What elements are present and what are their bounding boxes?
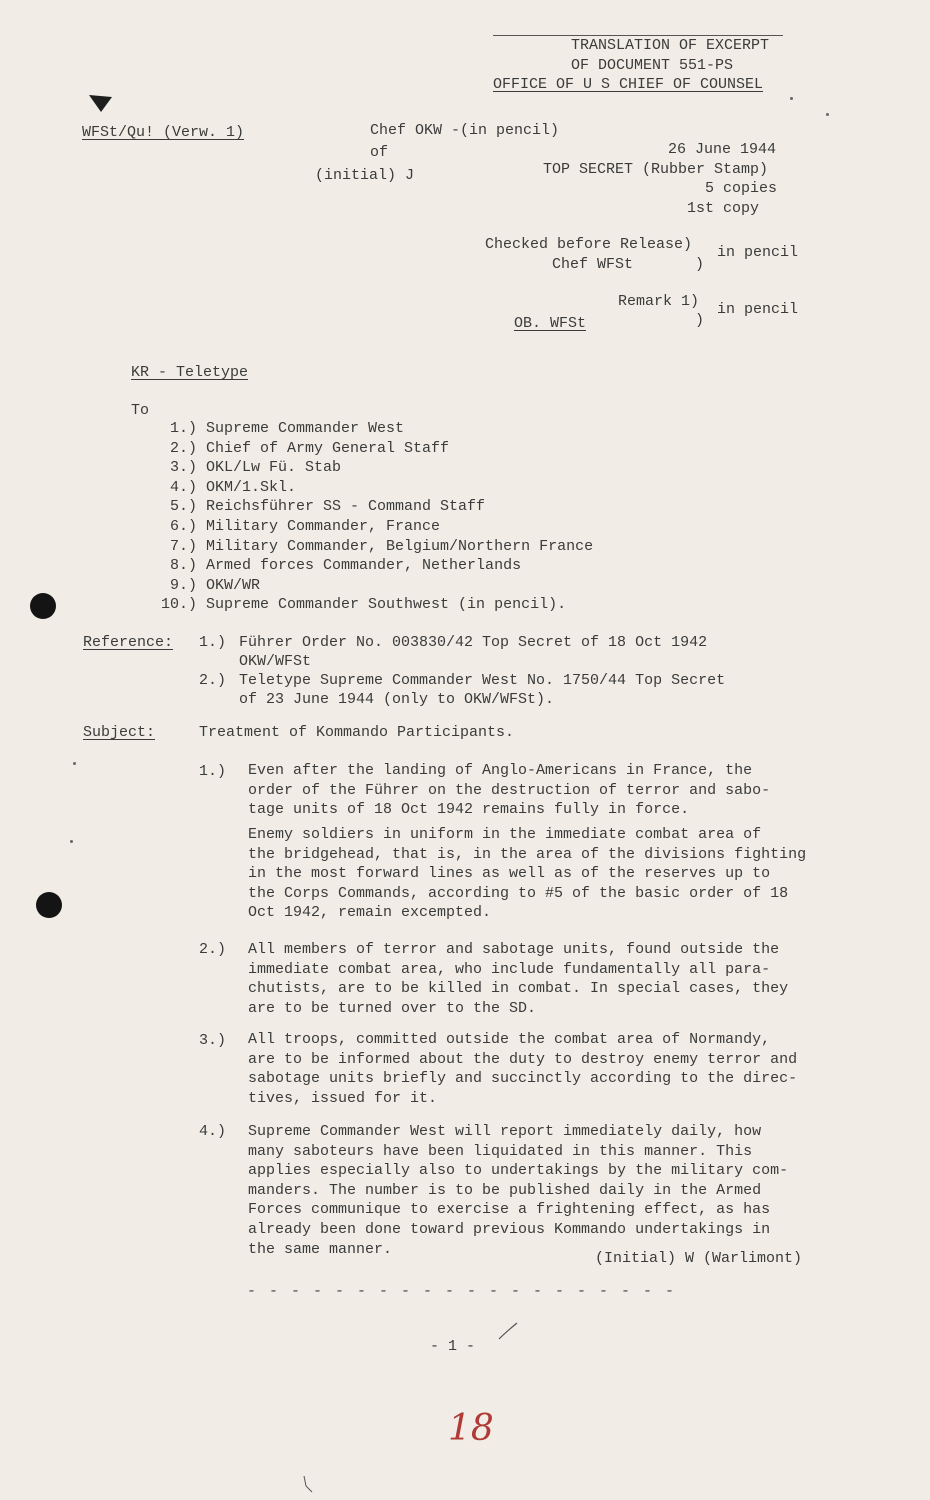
reference-1-line-1: Führer Order No. 003830/42 Top Secret of 18 Oct 1942 — [239, 634, 708, 651]
checked-note: in pencil — [717, 244, 799, 261]
copies-count: 5 copies — [705, 180, 778, 197]
header-line-1: TRANSLATION OF EXCERPT — [571, 37, 770, 54]
reference-2-num: 2.) — [199, 672, 227, 689]
reference-2-line-1: Teletype Supreme Commander West No. 1750/44 Top Secret — [239, 672, 726, 689]
recipient-item: 2.) Chief of Army General Staff — [169, 439, 450, 457]
paragraph-2-text: All members of terror and sabotage units, found outside the immediate combat area, who include fundamentally all para- chutists, are to be killed in combat. In special cases, they are to be turned over to the SD. — [248, 941, 789, 1017]
chef-line-2: of — [370, 144, 389, 161]
recipient-item: 9.) OKW/WR — [169, 576, 261, 594]
recipient-item: 8.) Armed forces Commander, Netherlands — [169, 557, 522, 575]
paragraph-3-number: 3.) — [199, 1032, 227, 1049]
to-label: To — [131, 402, 150, 419]
paper-speck — [826, 113, 829, 116]
checked-line-1: Checked before Release) — [485, 236, 693, 253]
subject-label: Subject: — [83, 724, 156, 741]
document-date: 26 June 1944 — [668, 141, 777, 158]
header-line-3: OFFICE OF U S CHIEF OF COUNSEL — [493, 76, 764, 93]
paragraph-4-number: 4.) — [199, 1123, 227, 1140]
remark-paren: ) — [695, 312, 705, 329]
binder-hole — [30, 593, 56, 619]
teletype-heading: KR - Teletype — [131, 364, 249, 381]
recipient-item: 6.) Military Commander, France — [169, 517, 441, 535]
paper-speck — [70, 840, 73, 843]
reference-label: Reference: — [83, 634, 174, 651]
paragraph-2-number: 2.) — [199, 941, 227, 958]
remark-note: in pencil — [717, 301, 799, 318]
signature-line: (Initial) W (Warlimont) — [595, 1250, 803, 1267]
subject-text: Treatment of Kommando Participants. — [199, 724, 515, 741]
recipient-item: 7.) Military Commander, Belgium/Northern France — [169, 537, 594, 555]
binder-hole — [36, 892, 62, 918]
reference-1-num: 1.) — [199, 634, 227, 651]
remark-line-1: Remark 1) — [618, 293, 700, 310]
recipient-item: 4.) OKM/1.Skl. — [169, 478, 297, 496]
paper-speck — [73, 762, 76, 765]
checked-line-2: Chef WFSt — [552, 256, 634, 273]
chef-line-1: Chef OKW -(in pencil) — [370, 122, 560, 139]
ob-wfst: OB. WFSt — [514, 315, 587, 332]
page-number: - 1 - — [430, 1338, 476, 1355]
paragraph-4-text: Supreme Commander West will report immediately daily, how many saboteurs have been liquidated in this manner. This applies especially also to undertakings by the military com- manders. The number is to be published daily in the Armed Forces communique to exercise a frightening effect, as has already been done toward previous Kommando undertakings in the same manner. — [248, 1123, 789, 1258]
paragraph-1-continuation: Enemy soldiers in uniform in the immediate combat area of the bridgehead, that is, in the area of the divisions fighting in the most forward lines as well as of the reserves up to the Corps Commands, according to #5 of the basic order of 18 Oct 1942, remain excempted. — [248, 826, 807, 922]
recipient-item: 5.) Reichsführer SS - Command Staff — [169, 498, 486, 516]
recipient-item: 3.) OKL/Lw Fü. Stab — [169, 459, 342, 477]
file-reference: WFSt/Qu! (Verw. 1) — [82, 124, 245, 141]
pencil-arrow-icon — [86, 92, 116, 116]
classification-stamp: TOP SECRET (Rubber Stamp) — [543, 161, 769, 178]
copy-number: 1st copy — [687, 200, 760, 217]
reference-2-line-2: of 23 June 1944 (only to OKW/WFSt). — [239, 691, 555, 708]
pencil-mark — [300, 1474, 316, 1494]
chef-line-3: (initial) J — [315, 167, 415, 184]
reference-1-line-2: OKW/WFSt — [239, 653, 312, 670]
header-rule — [493, 35, 783, 36]
checked-paren: ) — [695, 256, 705, 273]
paragraph-1-text: Even after the landing of Anglo-Americans in France, the order of the Führer on the destruction of terror and sabo- tage units of 18 Oct 1942 remains fully in force. — [248, 762, 771, 819]
dash-separator: - - - - - - - - - - - - - - - - - - - - — [247, 1283, 677, 1300]
recipient-item: 1.) Supreme Commander West — [169, 420, 405, 437]
paragraph-1-number: 1.) — [199, 763, 227, 780]
recipient-list — [150, 419, 593, 615]
recipient-item: 10.) Supreme Commander Southwest (in pencil). — [160, 596, 567, 614]
pencil-tick-mark — [496, 1320, 520, 1342]
pencil-page-number: 18 — [448, 1408, 494, 1449]
paper-speck — [790, 97, 793, 100]
paragraph-3-text: All troops, committed outside the combat area of Normandy, are to be informed about the duty to destroy enemy terror and sabotage units briefly and succinctly according to the direc- tives, issued for it. — [248, 1031, 798, 1107]
header-line-2: OF DOCUMENT 551-PS — [571, 57, 734, 74]
